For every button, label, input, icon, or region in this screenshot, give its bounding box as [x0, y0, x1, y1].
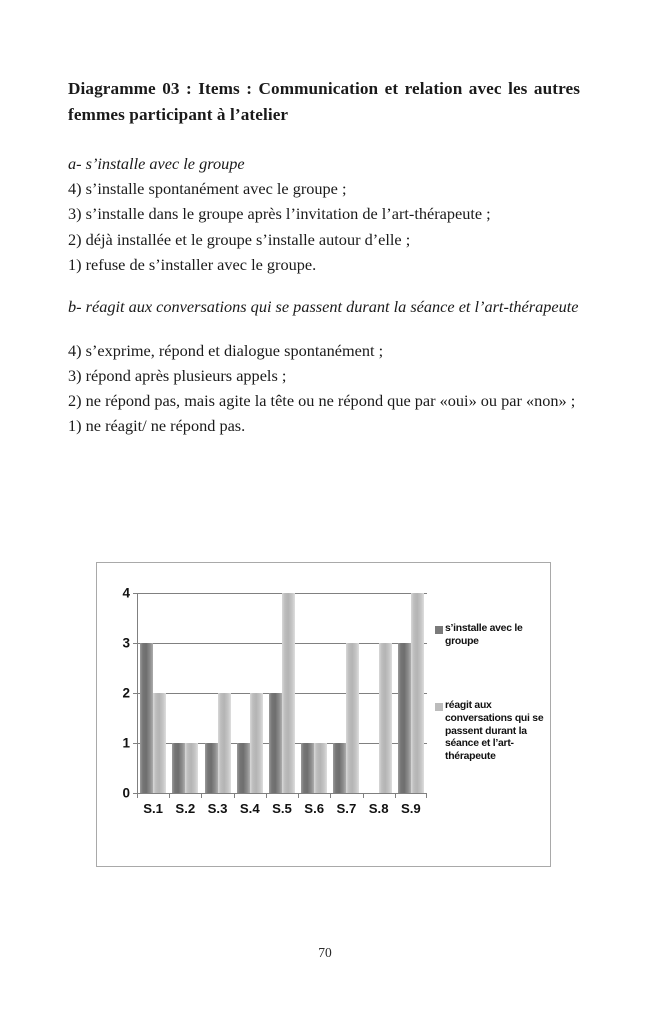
chart-x-tick	[137, 793, 169, 799]
legend-item-series-2	[435, 700, 547, 763]
chart-x-tick-labels	[137, 801, 427, 816]
chart-x-ticks	[137, 793, 427, 799]
chart-bar	[205, 743, 218, 793]
section-a-item-4: 4) s’installe spontanément avec le groupe ;	[68, 179, 347, 199]
chart-bar-group	[363, 593, 395, 793]
page-title: Diagramme 03 : Items : Communication et relation avec les autres femmes participant à l’atelier	[68, 79, 580, 124]
section-b-item-3: 3) répond après plusieurs appels ;	[68, 365, 287, 385]
legend-label: réagit aux conversations qui se passent durant la séance et l’art-thérapeute	[445, 700, 544, 763]
page-number: 70	[318, 945, 332, 960]
chart-x-tick-label: S.7	[336, 801, 357, 816]
chart-bar-group	[330, 593, 362, 793]
chart-bar	[314, 743, 327, 793]
chart-legend	[435, 623, 547, 764]
chart-bar	[301, 743, 314, 793]
chart-x-tick-label: S.6	[304, 801, 325, 816]
chart-plot-area	[122, 585, 427, 828]
chart-bar-group	[234, 593, 266, 793]
chart-bar-group	[266, 593, 298, 793]
spacer	[68, 138, 580, 152]
chart-y-tick-label: 1	[122, 735, 130, 751]
chart-y-tick-label: 0	[122, 785, 130, 801]
chart-bar	[250, 693, 263, 793]
section-a-item-3: 3) s’installe dans le groupe après l’invitation de l’art-thérapeute ;	[68, 204, 491, 224]
chart-y-tick-label: 4	[122, 585, 130, 601]
chart-bar-group	[201, 593, 233, 793]
spacer	[68, 277, 580, 295]
chart-x-tick-label: S.1	[143, 801, 163, 816]
chart-x-tick-label: S.2	[175, 801, 196, 816]
chart-x-tick-label: S.4	[239, 801, 260, 816]
section-a-item-2: 2) déjà installée et le groupe s’installe autour d’elle ;	[68, 229, 411, 249]
chart-bar-group	[137, 593, 169, 793]
spacer	[68, 320, 580, 338]
legend-item-series-1	[435, 623, 547, 648]
chart-x-tick	[234, 793, 266, 799]
chart-bar	[346, 643, 359, 793]
chart-bar	[218, 693, 231, 793]
chart-bar-group	[169, 593, 201, 793]
chart-bar	[172, 743, 185, 793]
section-b-item-2: 2) ne répond pas, mais agite la tête ou ne répond que par «oui» ou par «non» ;	[68, 390, 576, 410]
chart-x-tick	[395, 793, 427, 799]
chart-bar	[379, 643, 392, 793]
section-b-label: b- réagit aux conversations qui se passent durant la séance et l’art-thérapeute	[68, 296, 579, 316]
chart-x-tick	[169, 793, 201, 799]
section-b-item-1: 1) ne réagit/ ne répond pas.	[68, 415, 246, 435]
chart-bar-group	[395, 593, 427, 793]
chart-bar	[333, 743, 346, 793]
chart-x-tick-label: S.8	[368, 801, 389, 816]
chart-bar	[282, 593, 295, 793]
chart-x-tick	[330, 793, 362, 799]
chart-bar	[269, 693, 282, 793]
chart-bar	[398, 643, 411, 793]
chart-bar-group	[298, 593, 330, 793]
document-body	[68, 76, 580, 438]
section-a-item-1: 1) refuse de s’installer avec le groupe.	[68, 254, 317, 274]
section-a-label: a- s’installe avec le groupe	[68, 153, 245, 173]
legend-label: s’installe avec le groupe	[445, 623, 523, 647]
chart-bar	[411, 593, 424, 793]
chart-x-tick-label: S.5	[272, 801, 292, 816]
chart-y-tick-label: 3	[122, 635, 130, 651]
chart-bar	[153, 693, 166, 793]
chart-x-tick	[201, 793, 233, 799]
chart-x-tick	[363, 793, 395, 799]
chart-y-tick-label: 2	[122, 685, 130, 701]
legend-swatch-icon	[435, 626, 443, 634]
chart-x-tick	[298, 793, 330, 799]
section-b-item-4: 4) s’exprime, répond et dialogue spontanément ;	[68, 340, 384, 360]
legend-swatch-icon	[435, 703, 443, 711]
chart-x-tick-label: S.9	[400, 801, 421, 816]
chart-bar	[140, 643, 153, 793]
chart-bar	[185, 743, 198, 793]
bar-chart	[96, 562, 551, 867]
chart-bar	[237, 743, 250, 793]
chart-x-tick-label: S.3	[207, 801, 228, 816]
chart-x-tick	[266, 793, 298, 799]
chart-bars	[137, 593, 427, 793]
